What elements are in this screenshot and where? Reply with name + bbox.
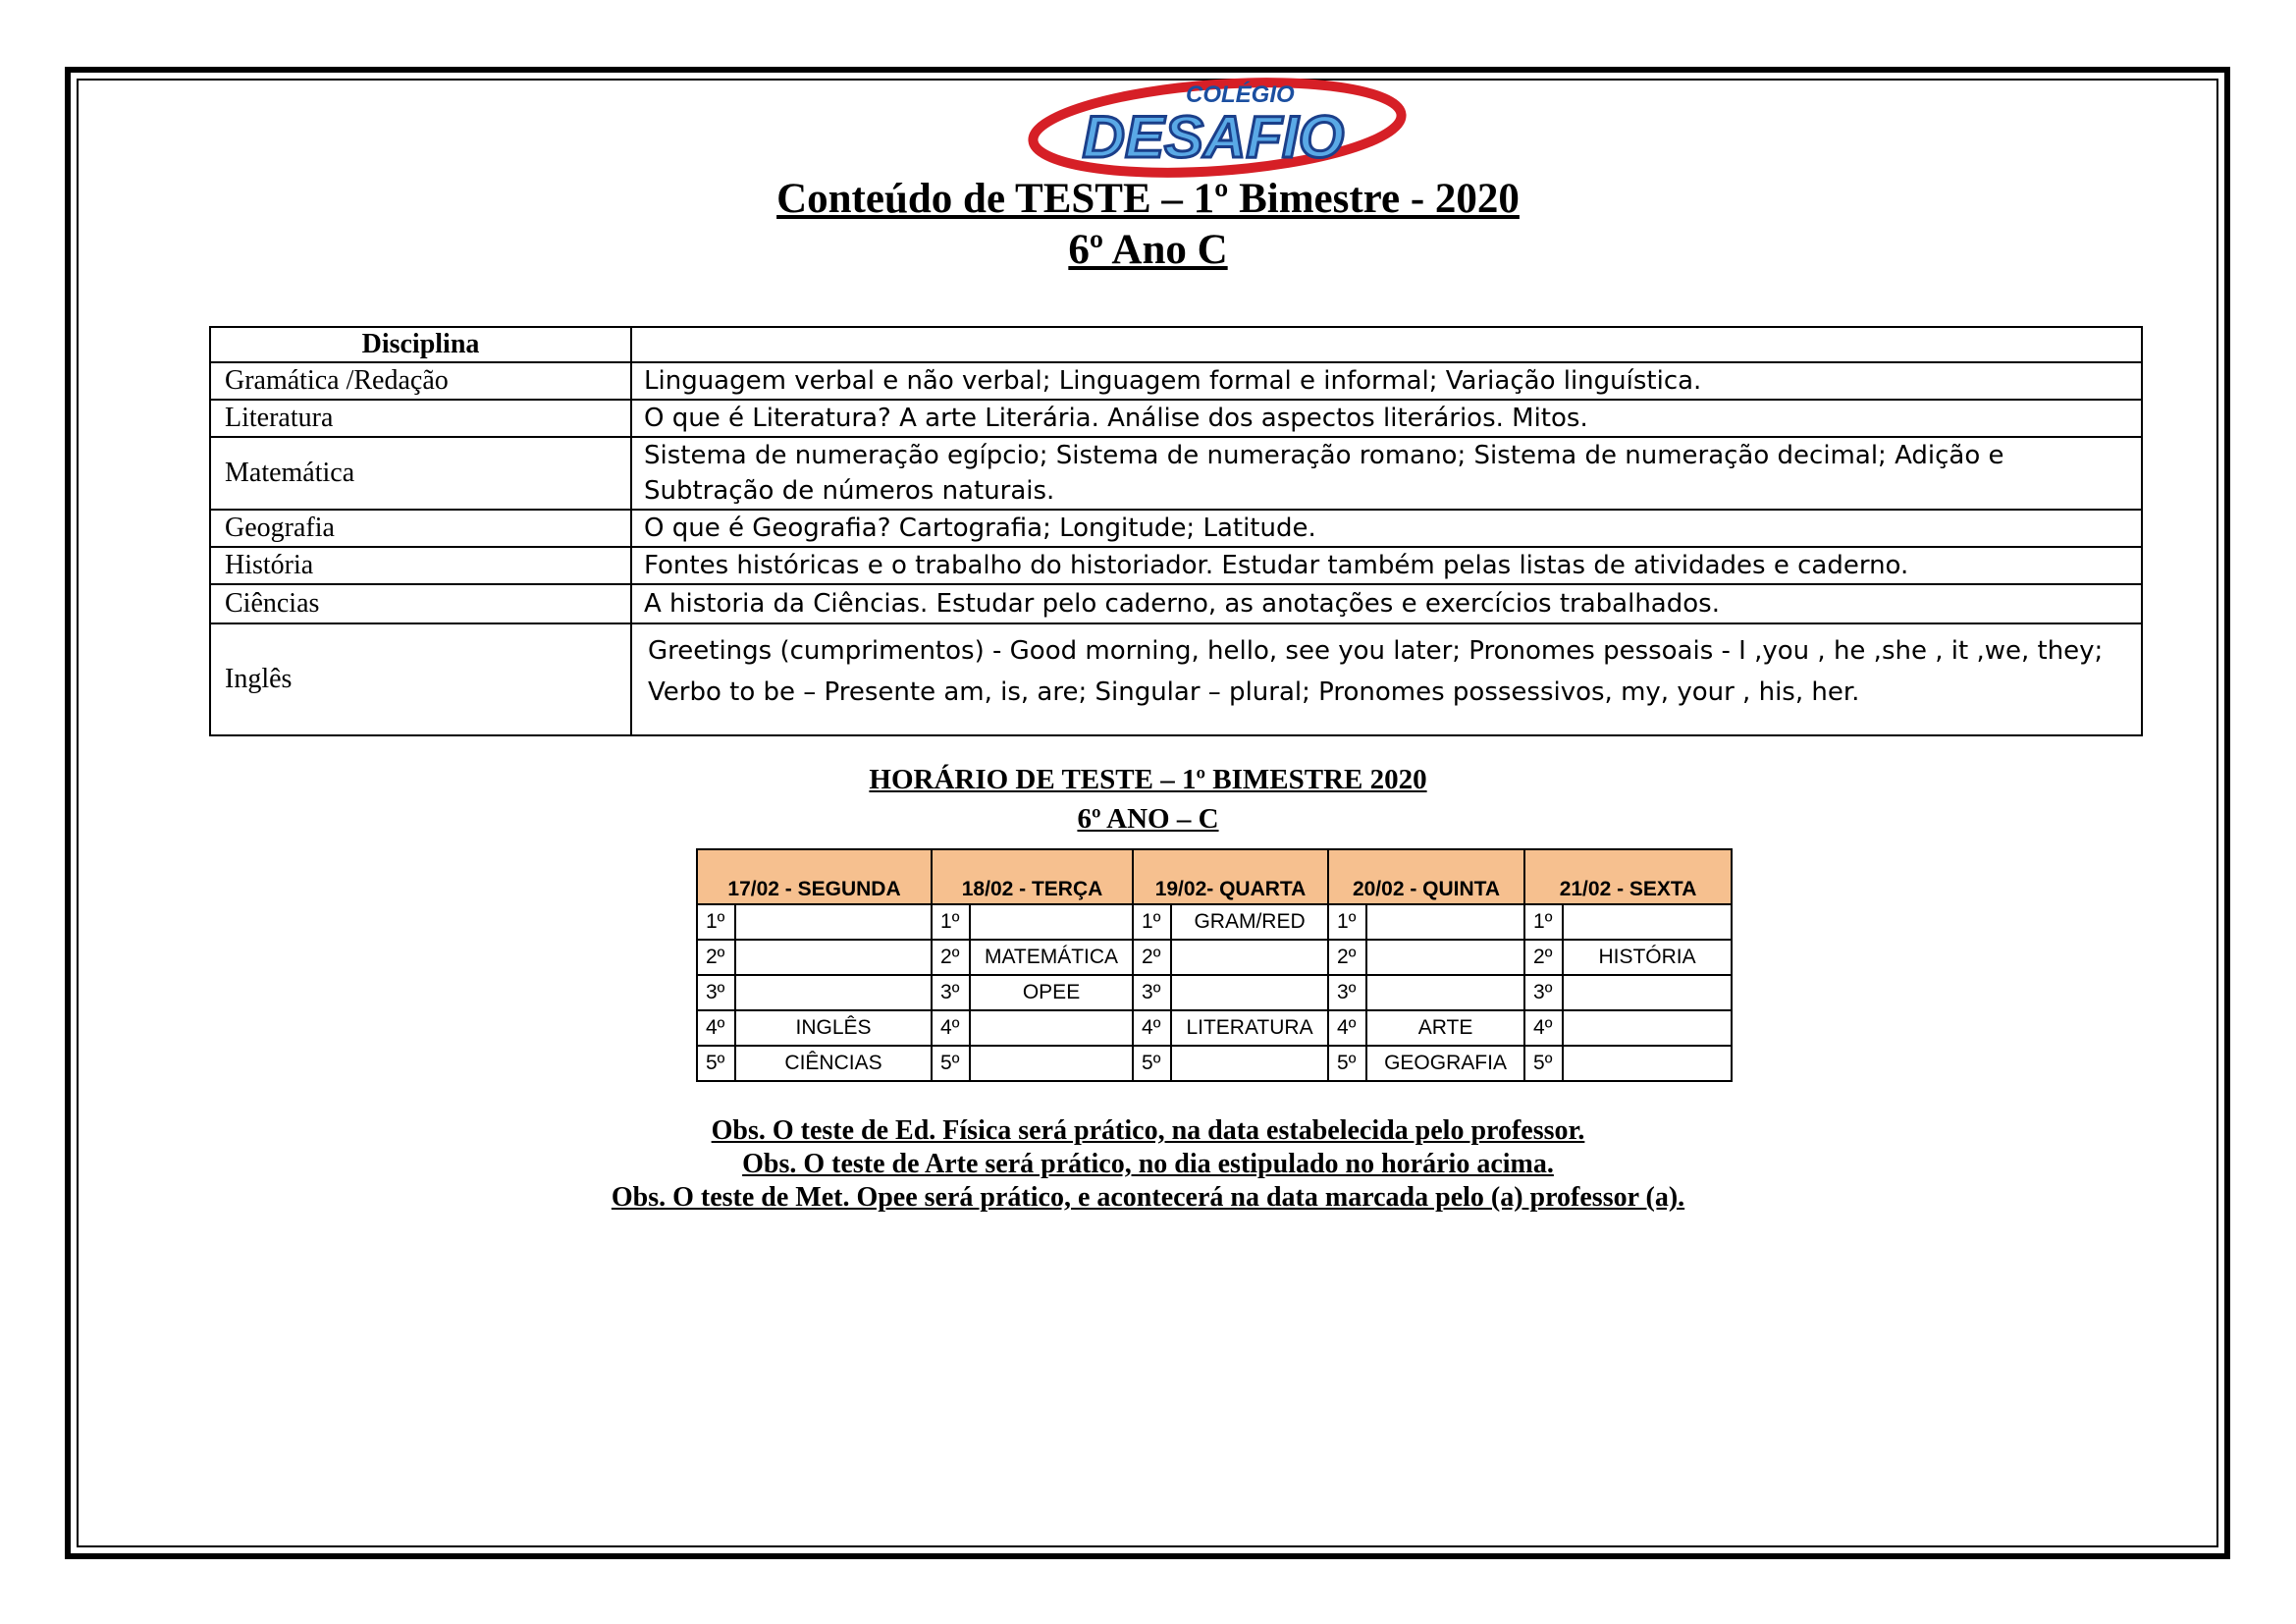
page-subtitle: 6º Ano C xyxy=(1068,227,1228,273)
page-title: Conteúdo de TESTE – 1º Bimestre - 2020 xyxy=(776,176,1520,222)
period-number: 5º xyxy=(1328,1046,1366,1081)
subject-slot xyxy=(1366,904,1524,940)
subject-slot: MATEMÁTICA xyxy=(970,940,1133,975)
period-number: 3º xyxy=(697,975,735,1010)
schedule-header-row xyxy=(697,849,1732,904)
subject-slot: CIÊNCIAS xyxy=(735,1046,932,1081)
subject-slot: ARTE xyxy=(1366,1010,1524,1046)
subject-cell: Inglês xyxy=(210,623,631,735)
table-row xyxy=(210,362,2142,400)
subject-cell: Ciências xyxy=(210,584,631,623)
note-ed-fisica: Obs. O teste de Ed. Física será prático, na data estabelecida pelo professor. xyxy=(711,1115,1585,1146)
note-arte: Obs. O teste de Arte será prático, no dia estipulado no horário acima. xyxy=(742,1149,1554,1179)
period-number: 3º xyxy=(932,975,970,1010)
day-header: 20/02 - QUINTA xyxy=(1328,849,1524,904)
period-number: 5º xyxy=(1524,1046,1563,1081)
period-number: 2º xyxy=(1328,940,1366,975)
period-number: 2º xyxy=(932,940,970,975)
subject-slot xyxy=(735,904,932,940)
schedule-row xyxy=(697,1010,1732,1046)
table-header-row xyxy=(210,327,2142,362)
column-header-disciplina: Disciplina xyxy=(210,327,631,362)
schedule-title: HORÁRIO DE TESTE – 1º BIMESTRE 2020 xyxy=(869,764,1427,795)
content-cell: O que é Geografia? Cartografia; Longitude; Latitude. xyxy=(631,510,2142,547)
day-header: 21/02 - SEXTA xyxy=(1524,849,1732,904)
subject-slot xyxy=(1171,940,1328,975)
content-cell: Linguagem verbal e não verbal; Linguagem formal e informal; Variação linguística. xyxy=(631,362,2142,400)
schedule-table xyxy=(696,848,1733,1082)
table-row xyxy=(210,400,2142,437)
column-header-empty xyxy=(631,327,2142,362)
subject-cell: História xyxy=(210,547,631,584)
schedule-subtitle: 6º ANO – C xyxy=(1077,803,1219,835)
period-number: 1º xyxy=(932,904,970,940)
content-cell: O que é Literatura? A arte Literária. Análise dos aspectos literários. Mitos. xyxy=(631,400,2142,437)
subject-slot xyxy=(1366,940,1524,975)
period-number: 4º xyxy=(1524,1010,1563,1046)
subject-slot xyxy=(1563,904,1732,940)
period-number: 4º xyxy=(1328,1010,1366,1046)
period-number: 3º xyxy=(1133,975,1171,1010)
subject-slot xyxy=(1563,1010,1732,1046)
subject-cell: Geografia xyxy=(210,510,631,547)
subject-slot xyxy=(970,1046,1133,1081)
content-cell: Greetings (cumprimentos) - Good morning, hello, see you later; Pronomes pessoais - I ,you , he ,she , it ,we, they; Verbo to be – Presente am, is, are; Singular – plural; Pronomes possessivos, my, your , his, her. xyxy=(631,623,2142,735)
subject-slot: LITERATURA xyxy=(1171,1010,1328,1046)
subject-cell: Gramática /Redação xyxy=(210,362,631,400)
svg-text:DESAFIO: DESAFIO xyxy=(1082,104,1345,170)
subject-slot xyxy=(735,940,932,975)
period-number: 5º xyxy=(697,1046,735,1081)
schedule-row xyxy=(697,904,1732,940)
period-number: 1º xyxy=(697,904,735,940)
schedule-row xyxy=(697,975,1732,1010)
subject-slot xyxy=(970,1010,1133,1046)
subject-cell: Literatura xyxy=(210,400,631,437)
subject-slot xyxy=(1563,975,1732,1010)
subject-cell: Matemática xyxy=(210,437,631,510)
svg-text:COLÉGIO: COLÉGIO xyxy=(1186,81,1295,108)
table-row xyxy=(210,510,2142,547)
period-number: 5º xyxy=(932,1046,970,1081)
subject-slot: GEOGRAFIA xyxy=(1366,1046,1524,1081)
subject-slot: INGLÊS xyxy=(735,1010,932,1046)
subject-slot xyxy=(1171,975,1328,1010)
period-number: 2º xyxy=(1524,940,1563,975)
period-number: 1º xyxy=(1328,904,1366,940)
subject-slot xyxy=(970,904,1133,940)
subject-slot xyxy=(1563,1046,1732,1081)
period-number: 2º xyxy=(697,940,735,975)
table-row xyxy=(210,437,2142,510)
subject-slot xyxy=(735,975,932,1010)
content-cell: Fontes históricas e o trabalho do historiador. Estudar também pelas listas de atividades e caderno. xyxy=(631,547,2142,584)
subject-slot xyxy=(1366,975,1524,1010)
content-cell: Sistema de numeração egípcio; Sistema de numeração romano; Sistema de numeração decimal; Adição e Subtração de números naturais. xyxy=(631,437,2142,510)
period-number: 5º xyxy=(1133,1046,1171,1081)
school-logo xyxy=(1021,71,1414,179)
period-number: 3º xyxy=(1328,975,1366,1010)
table-row xyxy=(210,623,2142,735)
schedule-row xyxy=(697,940,1732,975)
period-number: 4º xyxy=(697,1010,735,1046)
day-header: 17/02 - SEGUNDA xyxy=(697,849,932,904)
period-number: 2º xyxy=(1133,940,1171,975)
subject-slot xyxy=(1171,1046,1328,1081)
subject-slot: HISTÓRIA xyxy=(1563,940,1732,975)
schedule-row xyxy=(697,1046,1732,1081)
table-row xyxy=(210,584,2142,623)
subject-slot: OPEE xyxy=(970,975,1133,1010)
day-header: 19/02- QUARTA xyxy=(1133,849,1328,904)
period-number: 4º xyxy=(932,1010,970,1046)
table-row xyxy=(210,547,2142,584)
day-header: 18/02 - TERÇA xyxy=(932,849,1133,904)
subject-slot: GRAM/RED xyxy=(1171,904,1328,940)
period-number: 1º xyxy=(1524,904,1563,940)
content-cell: A historia da Ciências. Estudar pelo caderno, as anotações e exercícios trabalhados. xyxy=(631,584,2142,623)
content-table xyxy=(209,326,2143,736)
period-number: 3º xyxy=(1524,975,1563,1010)
note-met-opee: Obs. O teste de Met. Opee será prático, e acontecerá na data marcada pelo (a) professor (a). xyxy=(611,1182,1685,1213)
period-number: 4º xyxy=(1133,1010,1171,1046)
period-number: 1º xyxy=(1133,904,1171,940)
